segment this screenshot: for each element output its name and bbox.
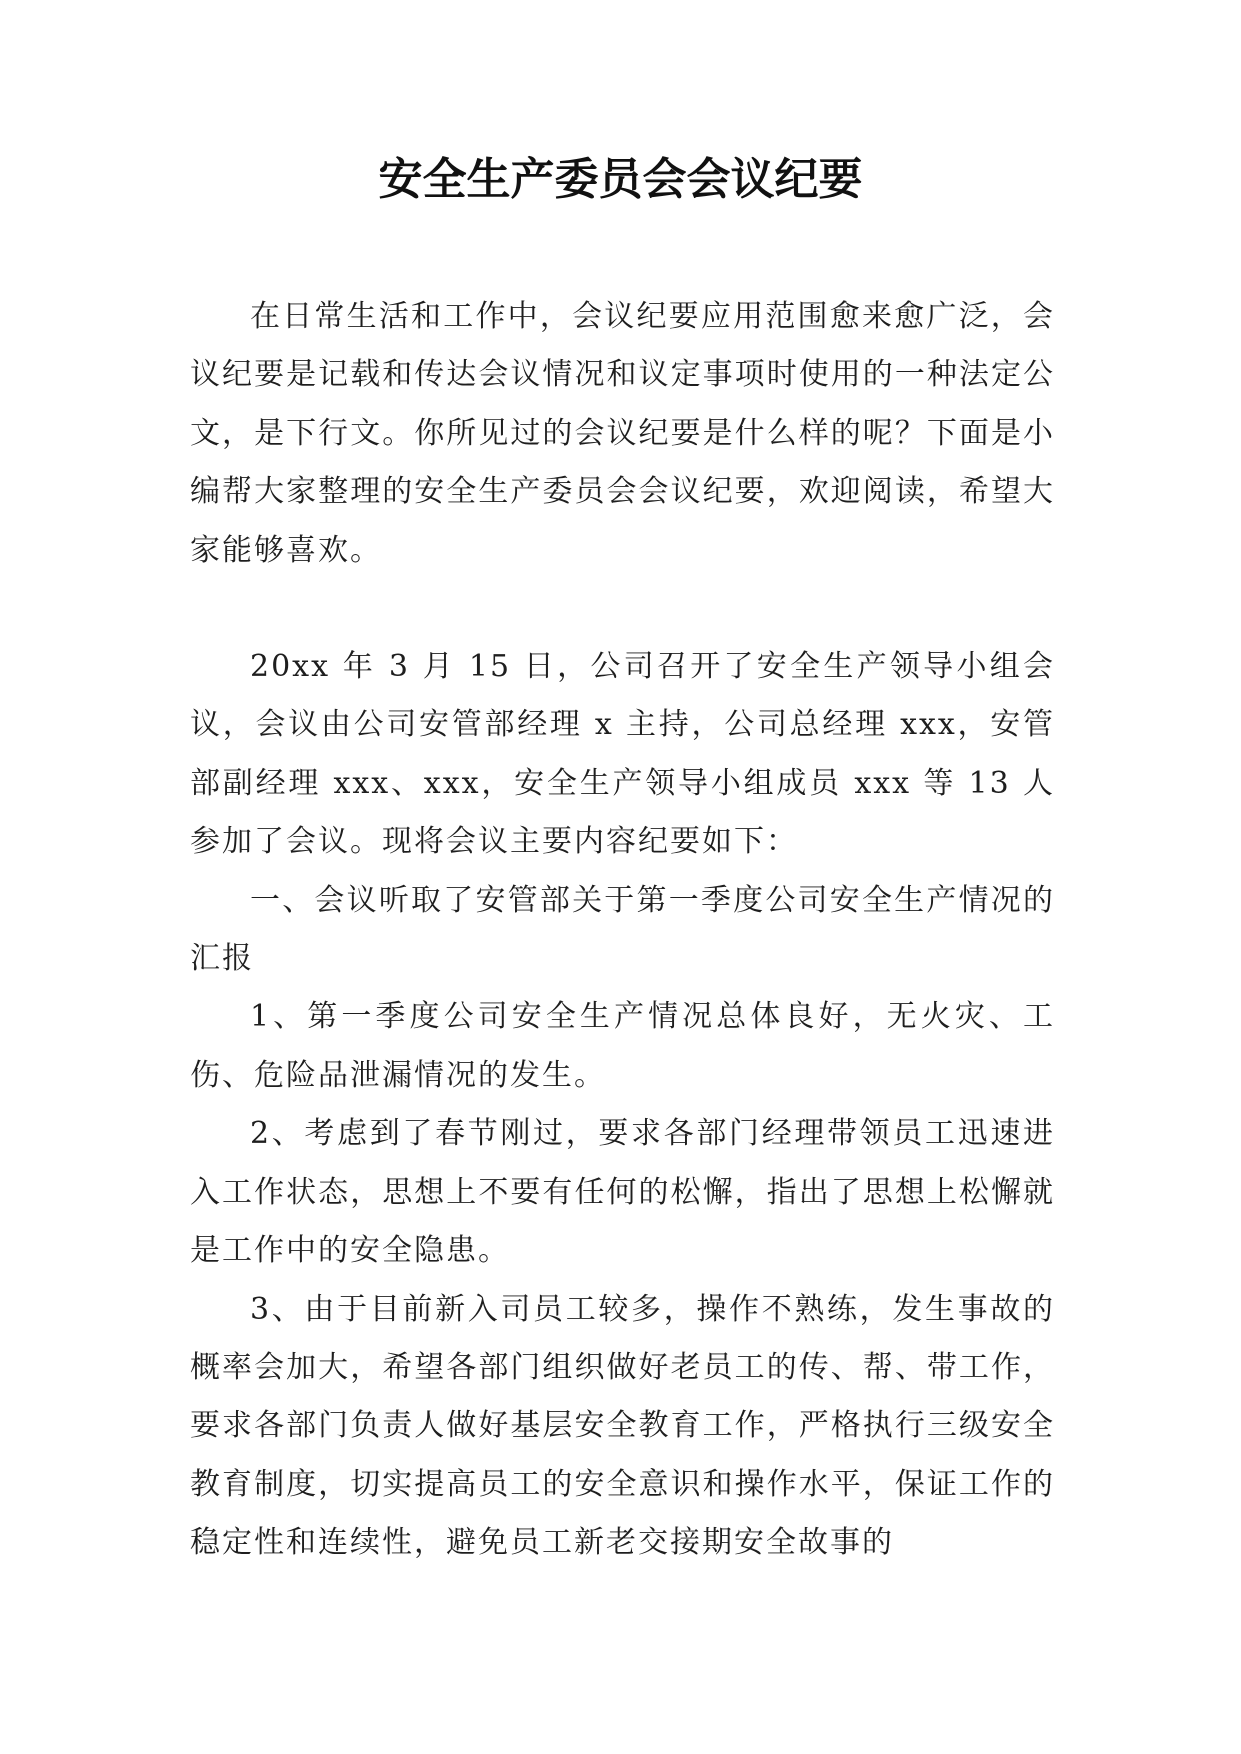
meeting-overview-paragraph: 20xx 年 3 月 15 日，公司召开了安全生产领导小组会议，会议由公司安管部经理 x 主持，公司总经理 xxx，安管部副经理 xxx、xxx，安全生产领导小组成员 xxx 等 13 人参加了会议。现将会议主要内容纪要如下：: [190, 649, 1055, 860]
item-paragraph-2: 2、考虑到了春节刚过，要求各部门经理带领员工迅速进入工作状态，思想上不要有任何的松懈，指出了思想上松懈就是工作中的安全隐患。: [190, 1116, 1055, 1269]
document-body: [190, 288, 1055, 1573]
document-title: 安全生产委员会会议纪要: [378, 154, 863, 205]
item-paragraph-1: 1、第一季度公司安全生产情况总体良好，无火灾、工伤、危险品泄漏情况的发生。: [190, 999, 1055, 1093]
intro-paragraph: 在日常生活和工作中，会议纪要应用范围愈来愈广泛，会议纪要是记载和传达会议情况和议定事项时使用的一种法定公文，是下行文。你所见过的会议纪要是什么样的呢？下面是小编帮大家整理的安全生产委员会会议纪要，欢迎阅读，希望大家能够喜欢。: [190, 299, 1055, 568]
item-paragraph-3: 3、由于目前新入司员工较多，操作不熟练，发生事故的概率会加大，希望各部门组织做好老员工的传、帮、带工作，要求各部门负责人做好基层安全教育工作，严格执行三级安全教育制度，切实提高员工的安全意识和操作水平，保证工作的稳定性和连续性，避免员工新老交接期安全故事的: [190, 1291, 1055, 1561]
section-heading-one: 一、会议听取了安管部关于第一季度公司安全生产情况的汇报: [190, 882, 1055, 977]
